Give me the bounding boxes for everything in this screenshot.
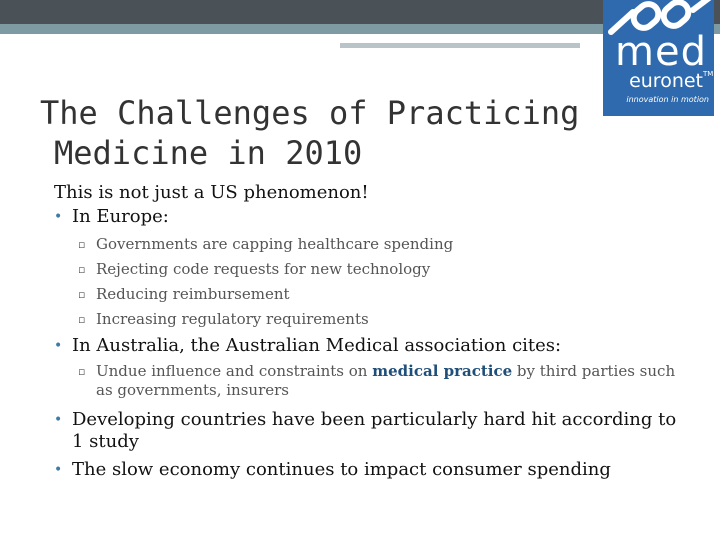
logo-tagline: innovation in motion [626,95,709,104]
sub-bullet-text-end: by third parties such as governments, insurers [96,362,676,399]
sub-bullet-text: Reducing reimbursement [96,285,290,303]
square-bullet-icon: ▫ [78,313,86,326]
sub-bullet-text: Increasing regulatory requirements [96,310,369,328]
accent-line [340,43,580,48]
title-line-2: Medicine in 2010 [54,134,363,172]
square-bullet-icon: ▫ [78,365,86,378]
square-bullet-icon: ▫ [78,238,86,251]
sub-bullet-text: Governments are capping healthcare spending [96,235,454,253]
title-line-1: The Challenges of Practicing [40,94,580,132]
bullet-developing-text: Developing countries have been particularly hard hit according to 1 study [72,409,677,452]
bullet-australia-text: In Australia, the Australian Medical association cites: [72,335,562,356]
logo-trademark: TM [703,70,714,78]
bullet-dot-icon: • [54,462,63,478]
bullet-dot-icon: • [54,412,63,428]
slide-title [40,93,580,173]
med-euronet-logo [603,0,714,116]
sub-bullet-text: Rejecting code requests for new technology [96,260,431,278]
square-bullet-icon: ▫ [78,288,86,301]
sub-bullet-text-start: Undue influence and constraints on [96,362,373,380]
square-bullet-icon: ▫ [78,263,86,276]
logo-med-text: med [615,29,707,75]
bullet-dot-icon: • [54,209,63,225]
sub-bullet-text [96,362,686,400]
intro-text: This is not just a US phenomenon! [54,182,369,203]
bullet-europe-text: In Europe: [72,206,169,227]
highlighted-phrase: medical practice [372,362,513,380]
logo-euronet-text: euronet [629,70,703,92]
bullet-dot-icon: • [54,338,63,354]
bullet-economy-text: The slow economy continues to impact consumer spending [72,459,611,480]
